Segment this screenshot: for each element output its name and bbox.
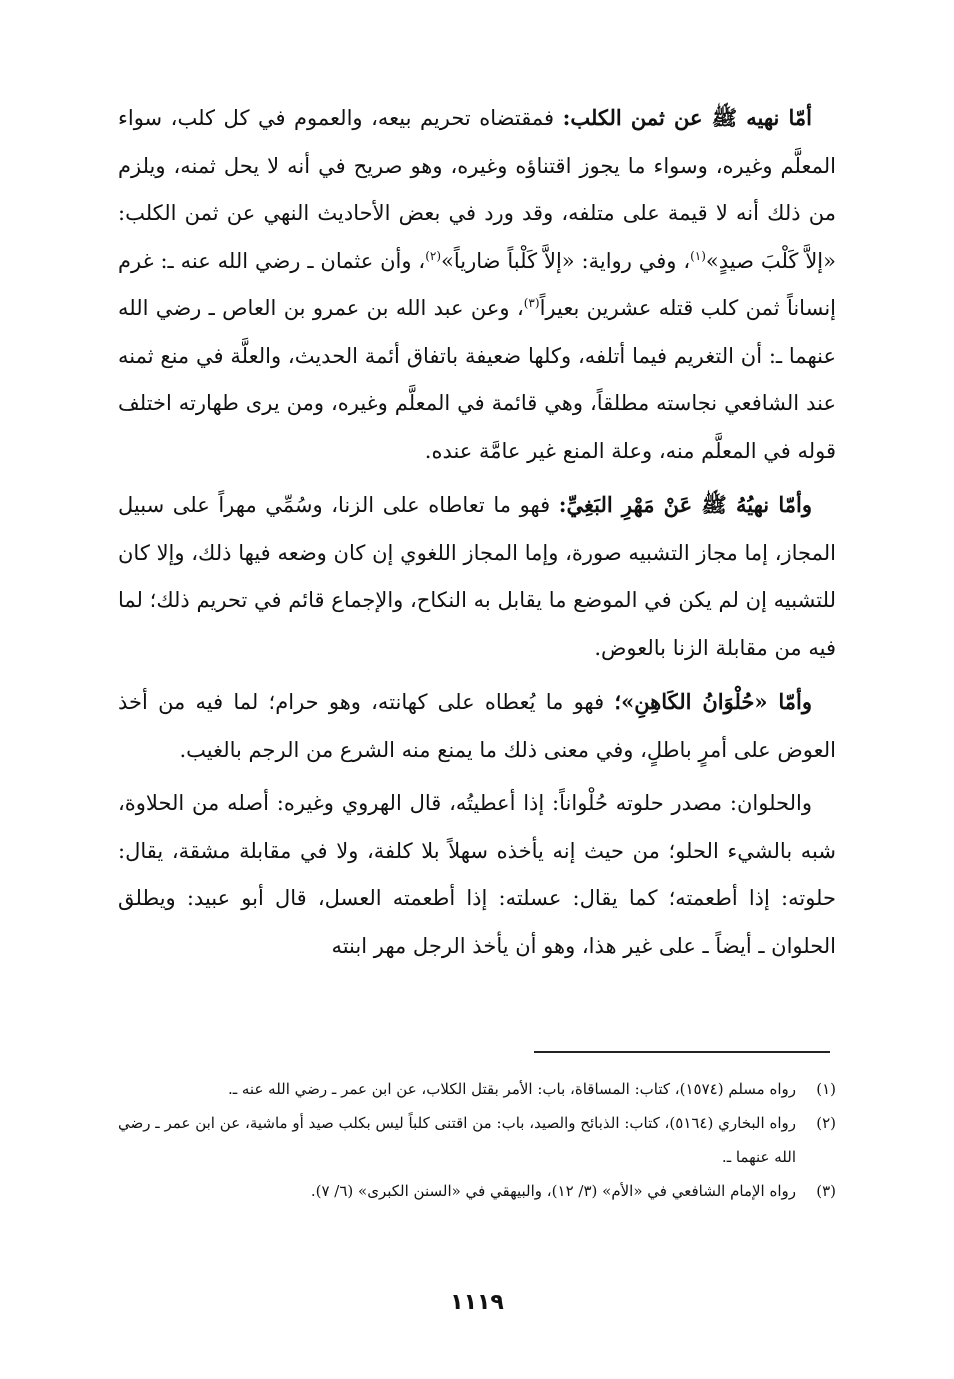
footnote-text: رواه البخاري (٥١٦٤)، كتاب: الذبائح والصيد، باب: من اقتنى كلباً ليس بكلب صيد أو ماشية، عن ابن عمر ـ رضي الله عنهما ـ.	[118, 1114, 796, 1166]
paragraph-text: ويطلق الحلوان ـ أيضاً ـ على غير هذا، وهو أن يأخذ الرجل مهر ابنته	[118, 886, 836, 958]
paragraph-text: والحلوان: مصدر حلوته حُلْواناً: إذا أعطيتُه، قال الهروي وغيره: أصله من الحلاوة، شبه بالشيء الحلو؛ من حيث إنه يأخذه سهلاً بلا كلفة، ولا في مقابلة مشقة، يقال: حلوته: إذا أطعمته؛ كما يقال: عسلته: إذا أطعمته العسل، قال أبو عبيد:	[118, 791, 836, 910]
paragraph-hulwan-definition	[118, 780, 836, 970]
paragraph-text: ، وفي رواية: «إلاَّ كَلْباً ضارياً»	[441, 248, 691, 273]
paragraph-text: ، وعن عبد الله بن عمرو بن العاص ـ رضي الله عنهما ـ: أن التغريم فيما أتلفه، وكلها ضعيفة باتفاق أئمة الحديث، والعلَّة في منع ثمنه عند الشافعي نجاسته مطلقاً، وهي قائمة في المعلَّم وغيره، ومن يرى طهارته اختلف قوله في المعلَّم منه، وعلة المنع غير عامَّة عنده.	[118, 296, 836, 463]
footnote-number: (١)	[816, 1080, 836, 1098]
paragraph-dog-price	[118, 94, 836, 475]
footnote-ref-2[interactable]: (٢)	[425, 248, 442, 263]
footnote-2	[118, 1106, 836, 1174]
paragraph-prostitute-dowry	[118, 481, 836, 672]
page-number: ١١١٩	[450, 1290, 504, 1315]
footnote-1	[118, 1072, 836, 1106]
paragraph-soothsayer-fee	[118, 678, 836, 774]
footnote-text: رواه مسلم (١٥٧٤)، كتاب: المساقاة، باب: الأمر بقتل الكلاب، عن ابن عمر ـ رضي الله عنه ـ.	[227, 1080, 796, 1098]
footnote-separator	[534, 1051, 830, 1053]
paragraph-text: ، وأن عثمان ـ رضي الله عنه ـ: غرم إنساناً ثمن كلب قتله عشرين بعيراً	[118, 248, 836, 320]
paragraph-lead: وأمّا نهيُهُ ﷺ عَنْ مَهْرِ البَغِيِّ:	[558, 492, 812, 517]
paragraph-text: فهو ما يُعطاه على كهانته، وهو حرام؛ لما فيه من أخذ العوض على أمرٍ باطلٍ، وفي معنى ذلك ما يمنع منه الشرع من الرجم بالغيب.	[118, 690, 836, 762]
paragraph-text: فمقتضاه تحريم بيعه، والعموم في كل كلب، سواء المعلَّم وغيره، وسواء ما يجوز اقتناؤه وغيره، وهو صريح في أنه لا يحل ثمنه، ويلزم من ذلك أنه لا قيمة على متلفه، وقد ورد في بعض الأحاديث النهي عن ثمن الكلب: «إلاَّ كَلْبَ صيدٍ»	[118, 106, 836, 273]
footnote-3	[118, 1174, 836, 1208]
footnotes	[118, 1072, 836, 1208]
footnote-ref-1[interactable]: (١)	[690, 248, 706, 263]
paragraph-lead: وأمّا «حُلْوَانُ الكَاهِنِ»؛	[614, 689, 812, 714]
footnote-ref-3[interactable]: (٣)	[523, 296, 540, 310]
footnote-number: (٢)	[816, 1114, 836, 1132]
paragraph-lead: أمّا نهيه ﷺ عن ثمن الكلب:	[562, 105, 812, 130]
main-text	[118, 94, 836, 976]
footnote-number: (٣)	[816, 1182, 836, 1200]
footnote-text: رواه الإمام الشافعي في «الأم» (٣/ ١٢)، والبيهقي في «السنن الكبرى» (٦/ ٧).	[310, 1182, 796, 1200]
paragraph-text: فهو ما تعاطاه على الزنا، وسُمِّي مهراً على سبيل المجاز، إما مجاز التشبيه صورة، وإما المجاز اللغوي إن كان وضعه فيها ذلك، وإلا كان للتشبيه إن لم يكن في الموضع ما يقابل به النكاح، والإجماع قائم في تحريم ذلك؛ لما فيه من مقابلة الزنا بالعوض.	[118, 493, 836, 660]
